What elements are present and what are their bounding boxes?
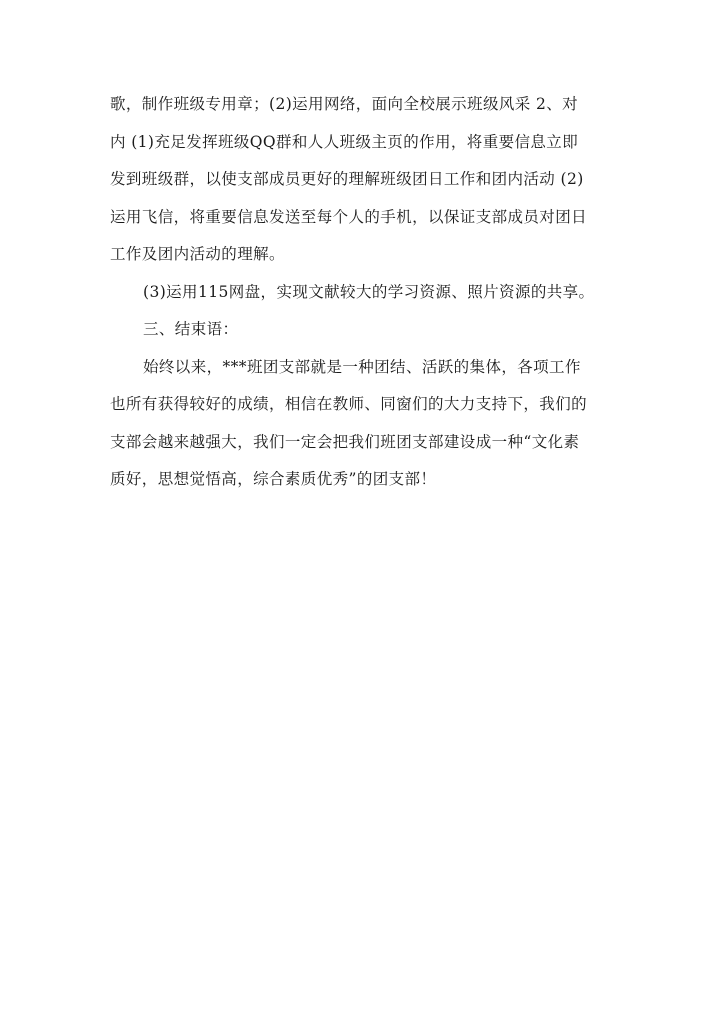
text-line: 始终以来，***班团支部就是一种团结、活跃的集体，各项工作 [143, 357, 581, 376]
section-heading-conclusion: 三、结束语： [143, 320, 239, 338]
text-line: 质好，思想觉悟高，综合素质优秀”的团支部！ [110, 470, 437, 488]
document-page [110, 86, 612, 499]
paragraph-conclusion [110, 349, 612, 499]
text-line: 运用飞信，将重要信息发送至每个人的手机，以保证支部成员对团日 [110, 207, 588, 226]
text-line: 工作及团内活动的理解。 [110, 245, 285, 263]
text-line: 发到班级群，以使支部成员更好的理解班级团日工作和团内活动 (2) [110, 170, 584, 188]
paragraph-resource-sharing [110, 274, 612, 312]
text-line: 支部会越来越强大，我们一定会把我们班团支部建设成一种“文化素 [110, 432, 580, 451]
text-line: 也所有获得较好的成绩，相信在教师、同窗们的大力支持下，我们的 [110, 395, 588, 413]
text-line: 内 (1)充足发挥班级QQ群和人人班级主页的作用，将重要信息立即 [110, 132, 579, 151]
paragraph-network-communication [110, 86, 612, 274]
text-line: 歌，制作班级专用章；(2)运用网络，面向全校展示班级风采 2、对 [110, 95, 579, 113]
text-line: (3)运用115网盘，实现文献较大的学习资源、照片资源的共享。 [143, 282, 595, 301]
